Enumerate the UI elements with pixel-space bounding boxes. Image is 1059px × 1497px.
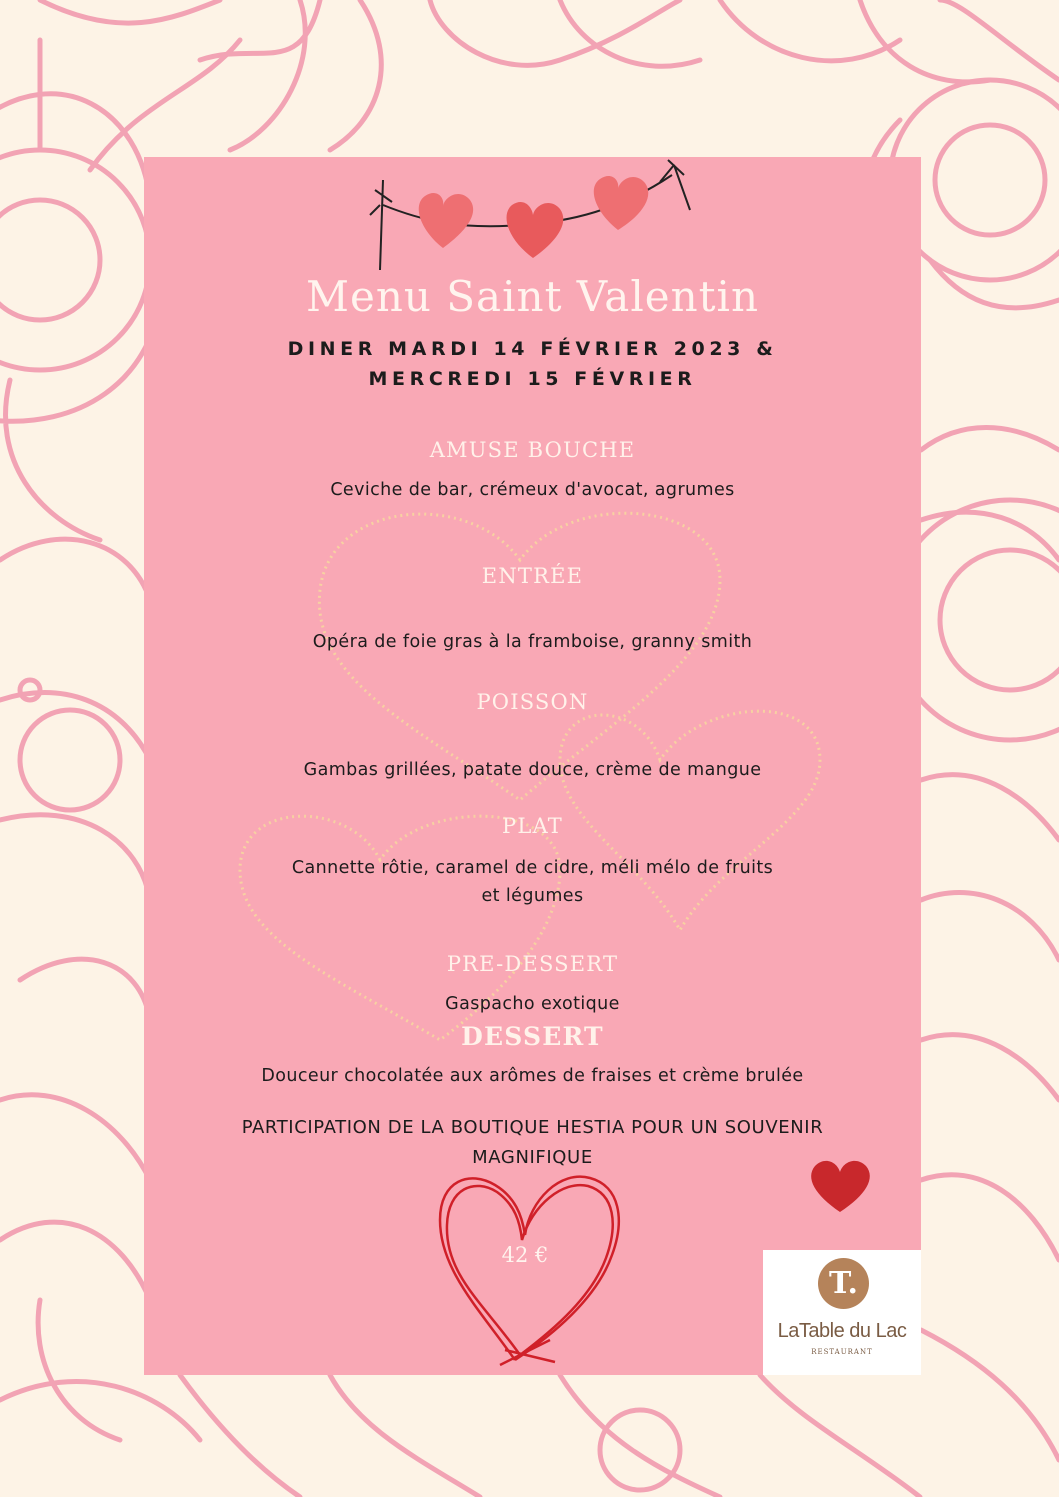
course-heading-poisson: POISSON	[476, 690, 589, 714]
course-heading-entree: ENTRÉE	[481, 564, 584, 588]
restaurant-logo	[763, 1250, 921, 1375]
course-heading-plat: PLAT	[502, 814, 563, 838]
course-dish-entree: Opéra de foie gras à la framboise, granny smith	[312, 632, 753, 652]
price: 42 €	[501, 1243, 549, 1267]
course-heading-pre-dessert: PRE-DESSERT	[446, 952, 619, 976]
course-dish-amuse-bouche: Ceviche de bar, crémeux d'avocat, agrumes	[330, 480, 735, 500]
participation-line-1: PARTICIPATION DE LA BOUTIQUE HESTIA POUR UN SOUVENIR	[241, 1117, 824, 1138]
course-dish-pre-dessert: Gaspacho exotique	[445, 994, 620, 1014]
date-line-2: MERCREDI 15 FÉVRIER	[368, 368, 697, 390]
course-heading-dessert: DESSERT	[461, 1022, 604, 1051]
logo-subtitle: RESTAURANT	[811, 1348, 873, 1356]
course-dish-poisson: Gambas grillées, patate douce, crème de mangue	[303, 760, 762, 780]
course-dish-plat-line-1: Cannette rôtie, caramel de cidre, méli mélo de fruits	[291, 858, 774, 878]
logo-initial: T.	[818, 1258, 869, 1309]
course-dish-dessert: Douceur chocolatée aux arômes de fraises et crème brulée	[261, 1066, 804, 1086]
course-dish-plat-line-2: et légumes	[481, 886, 584, 906]
course-heading-amuse-bouche: AMUSE BOUCHE	[429, 438, 636, 462]
logo-name: LaTable du Lac	[777, 1320, 907, 1342]
participation-line-2: MAGNIFIQUE	[472, 1147, 593, 1168]
date-line-1: DINER MARDI 14 FÉVRIER 2023 &	[287, 338, 778, 360]
menu-title: Menu Saint Valentin	[305, 272, 760, 321]
